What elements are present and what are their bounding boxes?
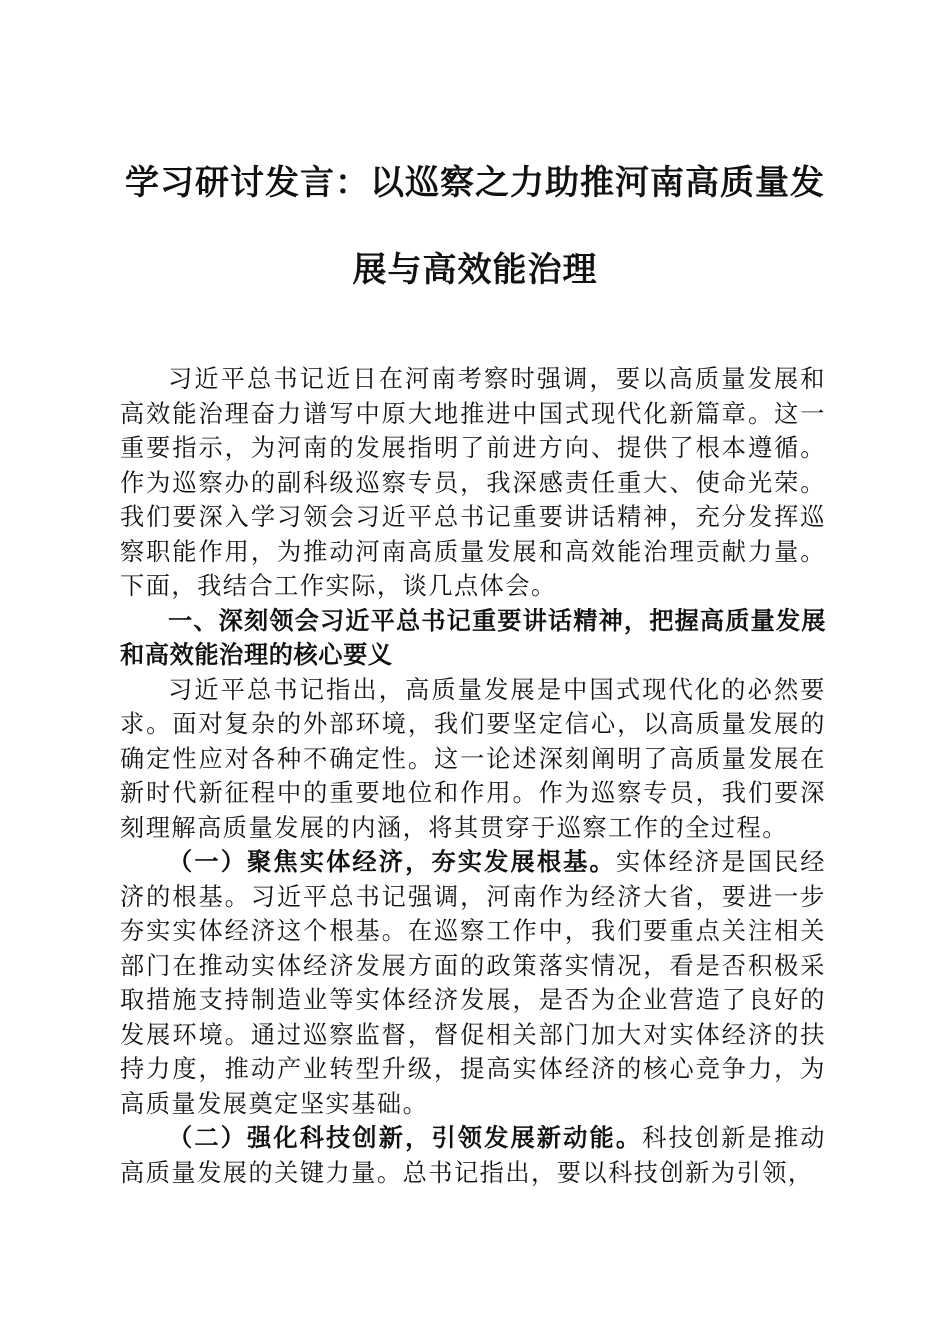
subsection-1-lead: （一）聚焦实体经济，夯实发展根基。 xyxy=(168,848,616,876)
subsection-2-paragraph xyxy=(120,1121,826,1190)
subsection-1-paragraph xyxy=(120,845,826,1121)
section-1-heading: 一、深刻领会习近平总书记重要讲话精神，把握高质量发展和高效能治理的核心要义 xyxy=(120,606,826,669)
subsection-2-text: 科技创新是推动高质量发展的关键力量。总书记指出，要以科技创新为引领， xyxy=(120,1124,826,1187)
document-title xyxy=(110,160,840,294)
intro-paragraph: 习近平总书记近日在河南考察时强调，要以高质量发展和高效能治理奋力谱写中原大地推进中国式现代化新篇章。这一重要指示，为河南的发展指明了前进方向、提供了根本遵循。作为巡察办的副科级巡察专员，我深感责任重大、使命光荣。我们要深入学习领会习近平总书记重要讲话精神，充分发挥巡察职能作用，为推动河南高质量发展和高效能治理贡献力量。下面，我结合工作实际，谈几点体会。 xyxy=(120,365,826,600)
title-line-2: 展与高效能治理 xyxy=(352,250,598,290)
title-line-1: 学习研讨发言：以巡察之力助推河南高质量发 xyxy=(125,163,825,203)
subsection-2-lead: （二）强化科技创新，引领发展新动能。 xyxy=(168,1124,643,1152)
section-1-paragraph: 习近平总书记指出，高质量发展是中国式现代化的必然要求。面对复杂的外部环境，我们要坚定信心，以高质量发展的确定性应对各种不确定性。这一论述深刻阐明了高质量发展在新时代新征程中的重要地位和作用。作为巡察专员，我们要深刻理解高质量发展的内涵，将其贯穿于巡察工作的全过程。 xyxy=(120,675,826,842)
subsection-1-text: 实体经济是国民经济的根基。习近平总书记强调，河南作为经济大省，要进一步夯实实体经济这个根基。在巡察工作中，我们要重点关注相关部门在推动实体经济发展方面的政策落实情况，看是否积极采取措施支持制造业等实体经济发展，是否为企业营造了良好的发展环境。通过巡察监督，督促相关部门加大对实体经济的扶持力度，推动产业转型升级，提高实体经济的核心竞争力，为高质量发展奠定坚实基础。 xyxy=(120,848,826,1118)
document-body xyxy=(120,362,826,1190)
